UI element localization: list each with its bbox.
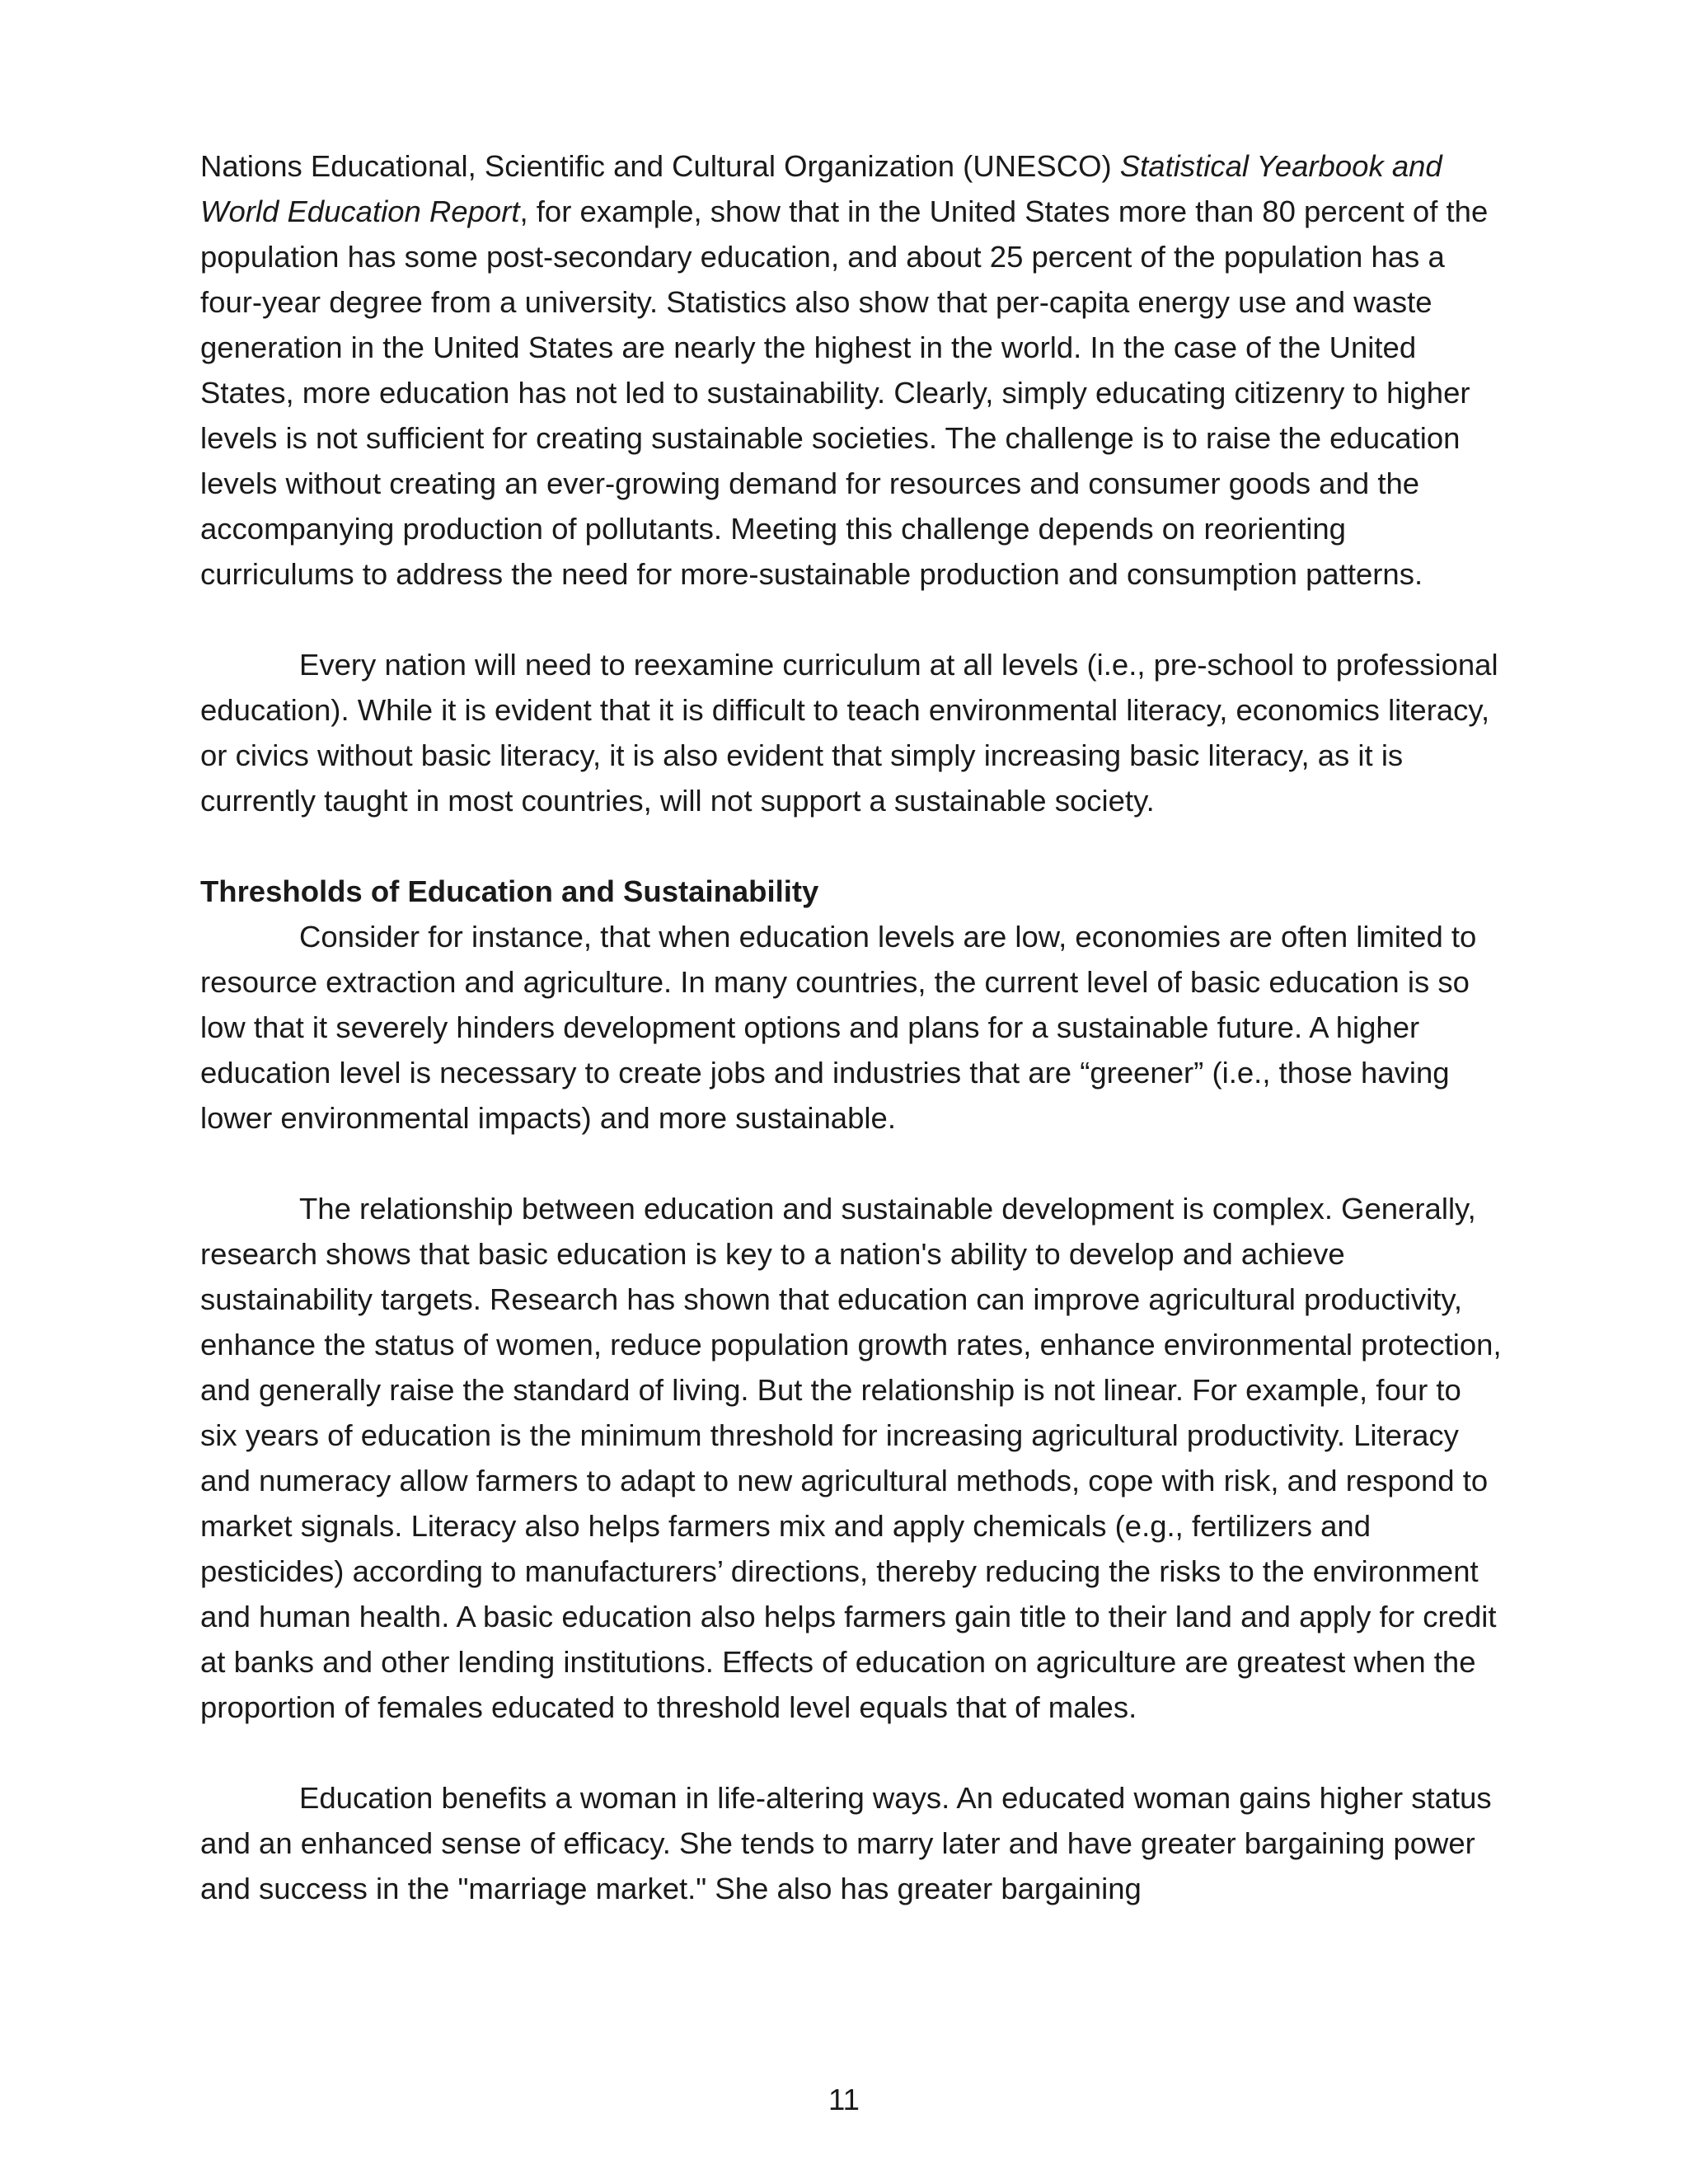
paragraph-5: Education benefits a woman in life-altering ways. An educated woman gains higher status and an enhanced sense of efficacy. She tends to marry later and have greater bargaining power and success in the "marriage market." She also has greater bargaining <box>200 1781 1492 1905</box>
page-number: 11 <box>828 2083 860 2116</box>
paragraph-2: Every nation will need to reexamine curriculum at all levels (i.e., pre-school to professional education). While it is evident that it is difficult to teach environmental literacy, economics literacy, or civics without basic literacy, it is also evident that simply increasing basic literacy, as it is currently taught in most countries, will not support a sustainable society. <box>200 648 1498 818</box>
report-title: Statistical Yearbook and World Education Report <box>200 149 1442 228</box>
paragraph-1-text-end: , for example, show that in the United States more than 80 percent of the population has some post-secondary education, and about 25 percent of the population has a four-year degree from a university. Statistics also show that per-capita energy use and waste generation in the United States are nearly the highest in the world. In the case of the United States, more education has not led to sustainability. Clearly, simply educating citizenry to higher levels is not sufficient for creating sustainable societies. The challenge is to raise the education levels without creating an ever-growing demand for resources and consumer goods and the accompanying production of pollutants. Meeting this challenge depends on reorienting curriculums to address the need for more-sustainable production and consumption patterns. <box>200 194 1489 591</box>
document-body <box>200 143 1503 1911</box>
section-heading: Thresholds of Education and Sustainability <box>200 874 819 908</box>
paragraph-1 <box>200 143 1503 597</box>
paragraph-1-text-start: Nations Educational, Scientific and Cultural Organization (UNESCO) <box>200 149 1120 183</box>
paragraph-3: Consider for instance, that when education levels are low, economies are often limited to resource extraction and agriculture. In many countries, the current level of basic education is so low that it severely hinders development options and plans for a sustainable future. A higher education level is necessary to create jobs and industries that are “greener” (i.e., those having lower environmental impacts) and more sustainable. <box>200 920 1477 1135</box>
paragraph-4: The relationship between education and sustainable development is complex. Generally, research shows that basic education is key to a nation's ability to develop and achieve sustainability targets. Research has shown that education can improve agricultural productivity, enhance the status of women, reduce population growth rates, enhance environmental protection, and generally raise the standard of living. But the relationship is not linear. For example, four to six years of education is the minimum threshold for increasing agricultural productivity. Literacy and numeracy allow farmers to adapt to new agricultural methods, cope with risk, and respond to market signals. Literacy also helps farmers mix and apply chemicals (e.g., fertilizers and pesticides) according to manufacturers’ directions, thereby reducing the risks to the environment and human health. A basic education also helps farmers gain title to their land and apply for credit at banks and other lending institutions. Effects of education on agriculture are greatest when the proportion of females educated to threshold level equals that of males. <box>200 1192 1502 1724</box>
